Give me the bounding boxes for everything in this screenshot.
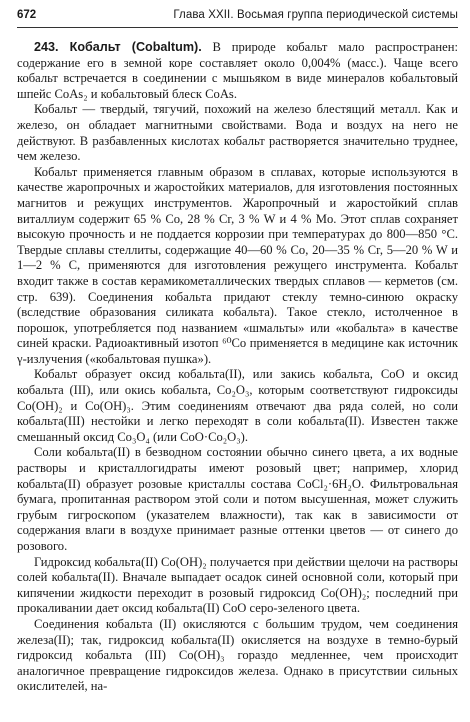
paragraph: Соединения кобальта (II) окисляются с большим трудом, чем соединения железа(II); так, гидроксид кобальта(II) окисляется на воздухе в темно-бурый гидроксид кобальта (III) Co(OH)₃ гораздо медленнее, чем происходит аналогичное превращение гидроксидов железа. Однако в присутствии сильных окислителей, на- xyxy=(17,616,458,694)
paragraph: Кобальт — твердый, тягучий, похожий на железо блестящий металл. Как и железо, он обладает магнитными свойствами. Вода и воздух на него не действуют. В разбавленных кислотах кобальт растворяется значительно труднее, чем железо. xyxy=(17,102,458,164)
page-number: 672 xyxy=(17,9,37,21)
page-header xyxy=(17,7,458,28)
paragraph: Соли кобальта(II) в безводном состоянии обычно синего цвета, а их водные растворы и кристаллогидраты имеют розовый цвет; например, хлорид кобальта(II) образует розовые кристаллы состава CoCl₂·6H₂O. Фильтровальная бумага, пропитанная раствором этой соли и потом высушенная, может служить грубым гигроскопом (указателем влажности), так как в зависимости от содержания влаги в воздухе принимает разные оттенки цветов — от синего до розового. xyxy=(17,445,458,553)
paragraph: Кобальт применяется главным образом в сплавах, которые используются в качестве жаропрочных и жаростойких материалов, для изготовления постоянных магнитов и режущих инструментов. Жаропрочный и жаростойкий сплав виталлиум содержит 65 % Co, 28 % Cr, 3 % W и 4 % Mo. Этот сплав сохраняет высокую прочность и не поддается коррозии при температурах до 800—850 °C. Твердые сплавы стеллиты, содержащие 40—60 % Co, 20—35 % Cr, 5—20 % W и 1—2 % C, применяются для изготовления режущего инструмента. Кобальт входит также в состав керамикометаллических твердых сплавов — керметов (см. стр. 639). Соединения кобальта придают стеклу темно-синюю окраску (вследствие образования силиката кобальта). Такое стекло, истолченное в порошок, употребляется под названием «шмальты» или «кобальта» в качестве синей краски. Радиоактивный изотоп ⁶⁰Co применяется в медицине как источник γ-излучения («кобальтовая пушка»). xyxy=(17,164,458,366)
body-text xyxy=(17,40,458,695)
paragraph xyxy=(17,40,458,102)
paragraph: Гидроксид кобальта(II) Co(OH)₂ получается при действии щелочи на растворы солей кобальта(II). Вначале выпадает осадок синей основной соли, который при кипячении жидкости переходит в розовый гидроксид Co(OH)₂; последний при прокаливании дает оксид кобальта(II) CoO серо-зеленого цвета. xyxy=(17,554,458,616)
book-page xyxy=(17,7,458,717)
paragraph-text: В природе кобальт мало распространен: содержание его в земной коре составляет около 0,004% (масс.). Чаще всего кобальт встречается в соединении с мышьяком в виде минералов кобальтовый шпейс CoAs₂ и кобальтовый блеск CoAs. xyxy=(17,40,458,101)
section-title: 243. Кобальт (Cobaltum). xyxy=(34,40,202,54)
running-head: Глава XXII. Восьмая группа периодической системы xyxy=(173,9,458,21)
paragraph: Кобальт образует оксид кобальта(II), или закись кобальта, CoO и оксид кобальта (III), или окись кобальта, Co₂O₃, которым соответствуют гидроксиды Co(OH)₂ и Co(OH)₃. Этим соединениям отвечают два ряда солей, но соли кобальта(III) нестойки и легко переходят в соли кобальта(II). Известен также смешанный оксид Co₃O₄ (или CoO·Co₂O₃). xyxy=(17,367,458,444)
